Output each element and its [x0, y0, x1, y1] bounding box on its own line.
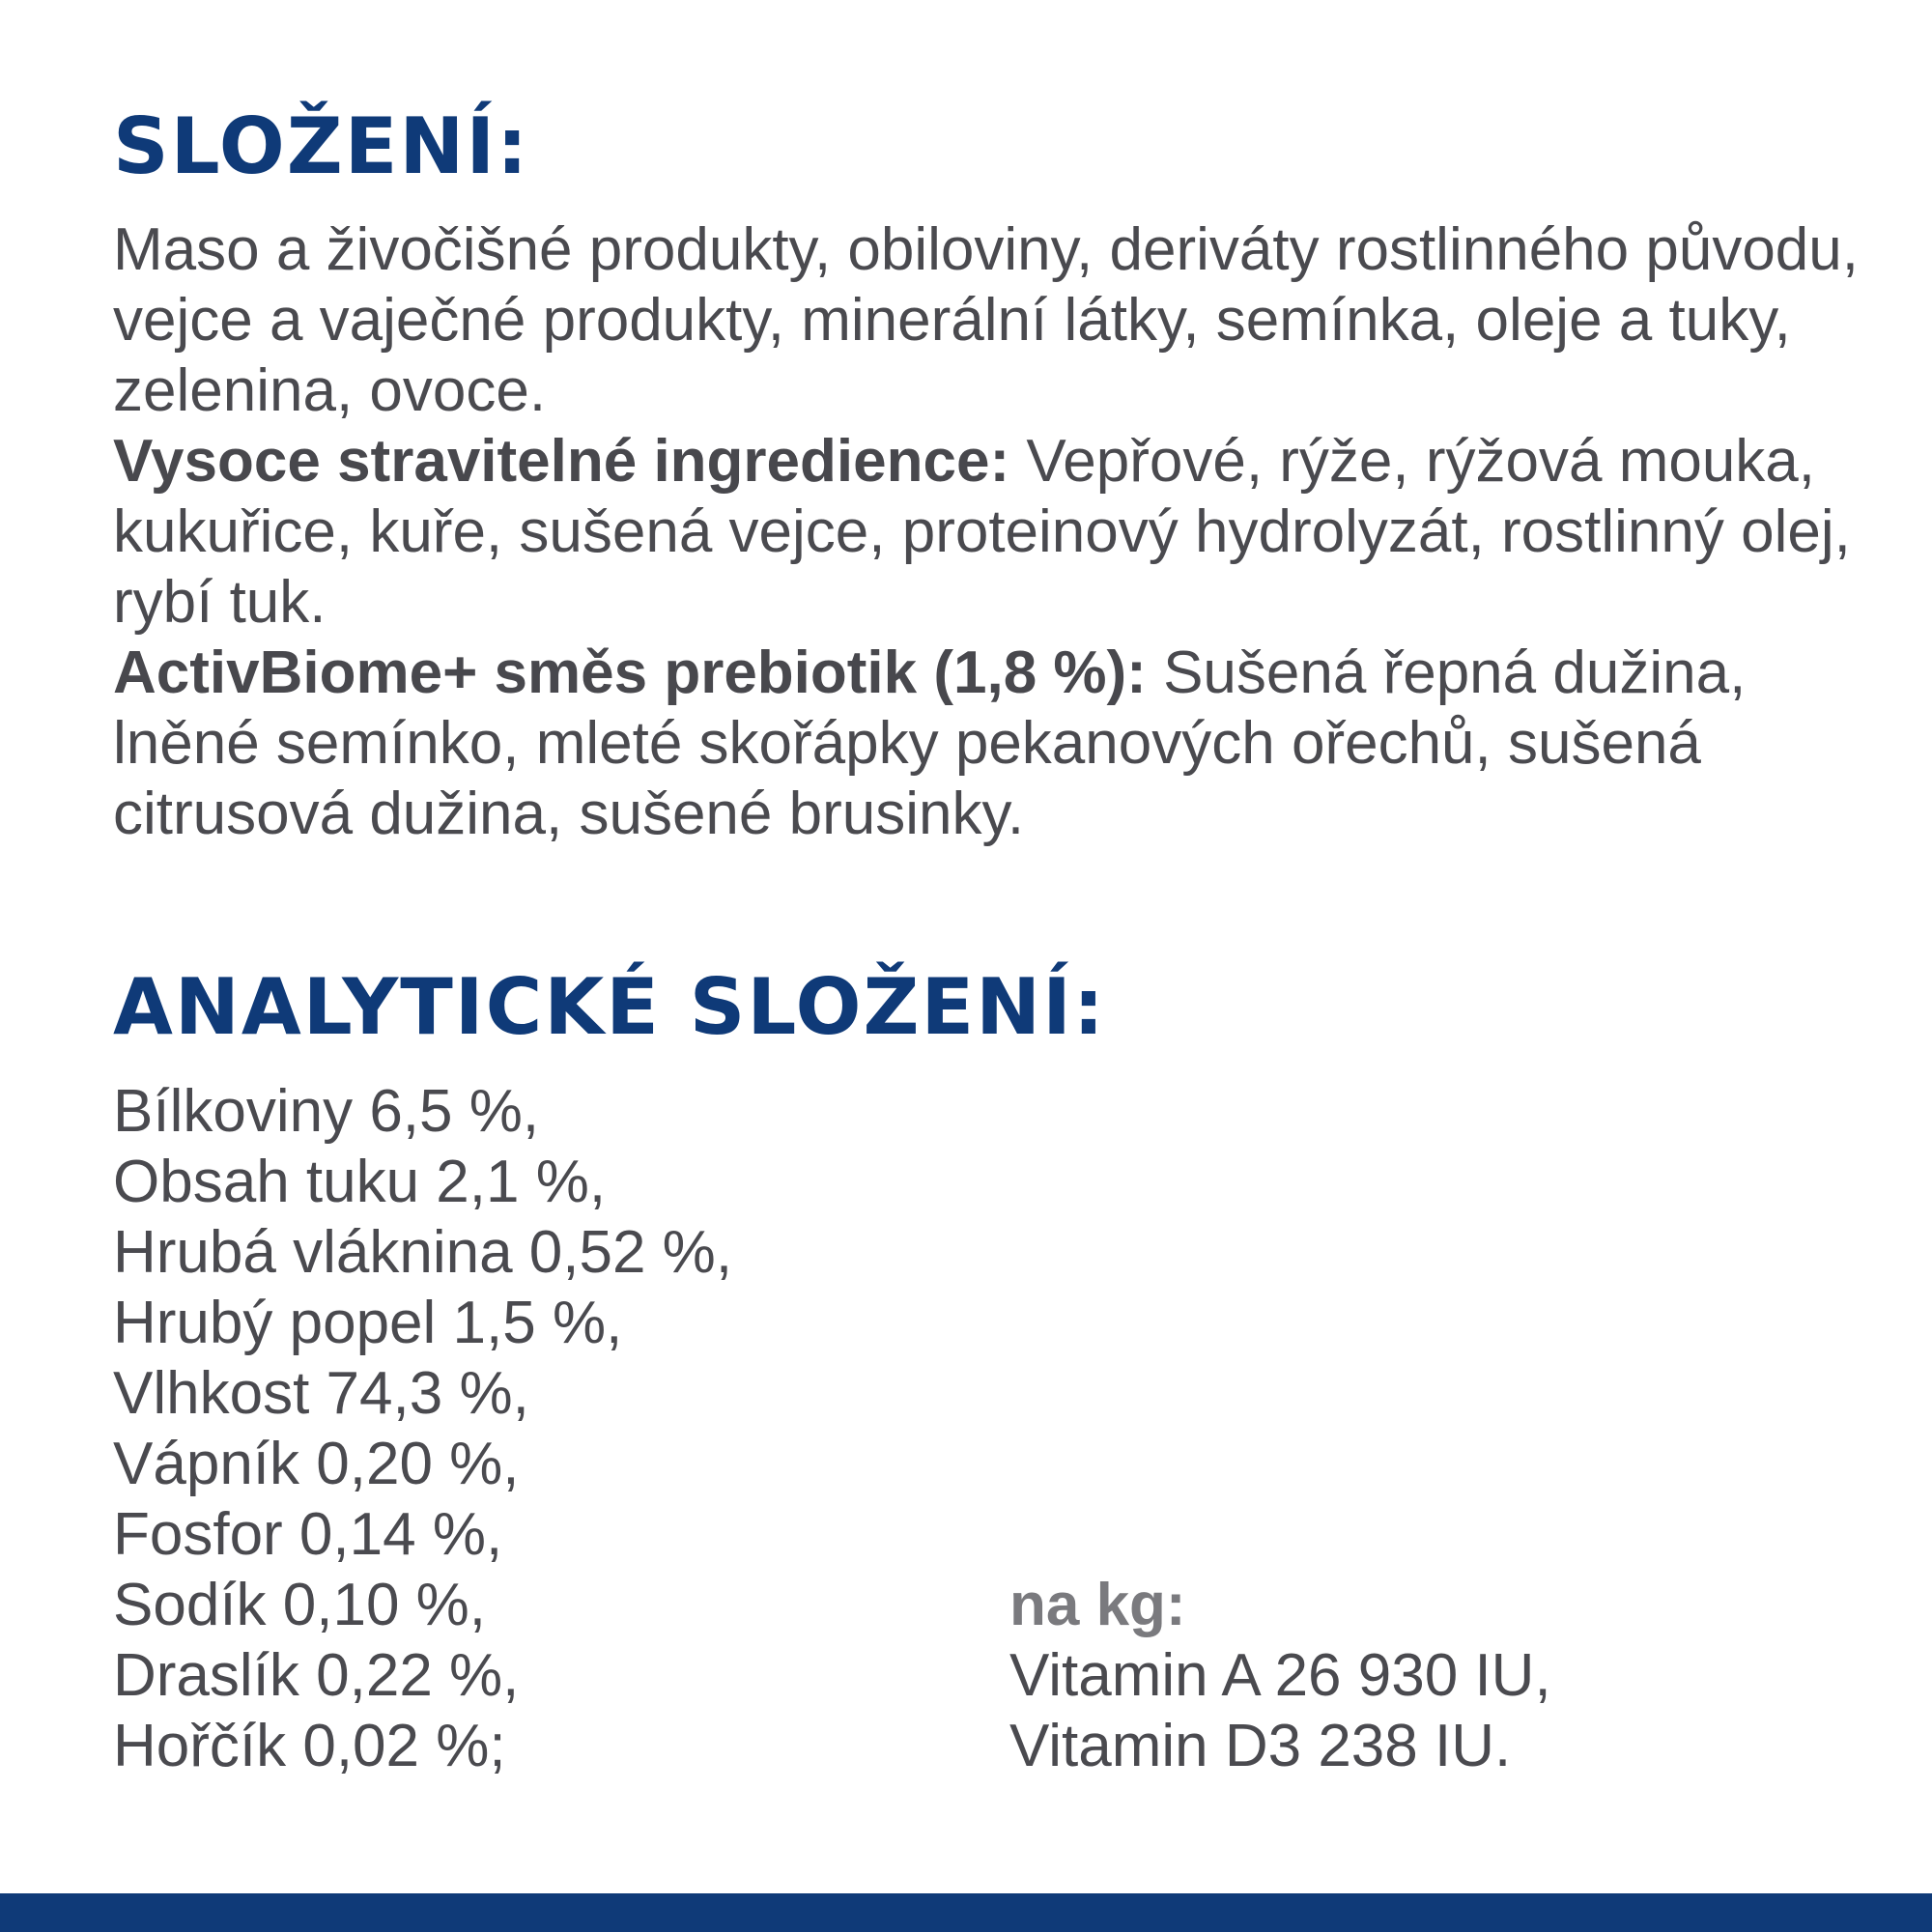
per-kg-list	[1009, 1640, 1551, 1781]
prebiotic-ingredients	[113, 638, 1871, 849]
digestible-ingredients	[113, 426, 1871, 638]
analytical-item-potassium: Draslík 0,22 %,	[113, 1642, 520, 1709]
analytical-item-phosphorus: Fosfor 0,14 %,	[113, 1501, 503, 1568]
per-kg-item-vitamin-d3: Vitamin D3 238 IU.	[1009, 1713, 1512, 1779]
analytical-item-calcium: Vápník 0,20 %,	[113, 1431, 520, 1497]
analytical-item-ash: Hrubý popel 1,5 %,	[113, 1290, 623, 1356]
analytical-item-fibre: Hrubá vláknina 0,52 %,	[113, 1219, 733, 1286]
bottom-bar	[0, 1893, 1932, 1932]
analytical-item-protein: Bílkoviny 6,5 %,	[113, 1078, 540, 1145]
prebiotic-text: Sušená řepná dužina, lněné semínko, mleté skořápky pekanových ořechů, sušená citrusová dužina, sušené brusinky.	[113, 639, 1747, 847]
ingredients-section	[113, 214, 1871, 849]
digestible-label: Vysoce stravitelné ingredience:	[113, 428, 1010, 495]
prebiotic-label: ActivBiome+ směs prebiotik (1,8 %):	[113, 639, 1147, 706]
analytical-heading: ANALYTICKÉ SLOŽENÍ:	[113, 962, 1106, 1052]
digestible-text: Vepřové, rýže, rýžová mouka, kukuřice, kuře, sušená vejce, proteinový hydrolyzát, rostlinný olej, rybí tuk.	[113, 428, 1851, 636]
per-kg-label: na kg:	[1009, 1572, 1186, 1638]
per-kg-item-vitamin-a: Vitamin A 26 930 IU,	[1009, 1642, 1551, 1709]
ingredients-heading: SLOŽENÍ:	[113, 101, 530, 191]
per-kg-section	[1009, 1570, 1551, 1781]
ingredients-general: Maso a živočišné produkty, obiloviny, deriváty rostlinného původu, vejce a vaječné produkty, minerální látky, semínka, oleje a tuky, zelenina, ovoce.	[113, 216, 1859, 424]
analytical-item-magnesium: Hořčík 0,02 %;	[113, 1713, 506, 1779]
analytical-item-moisture: Vlhkost 74,3 %,	[113, 1360, 529, 1427]
analytical-item-sodium: Sodík 0,10 %,	[113, 1572, 487, 1638]
analytical-list	[113, 1076, 732, 1781]
analytical-item-fat: Obsah tuku 2,1 %,	[113, 1149, 607, 1215]
